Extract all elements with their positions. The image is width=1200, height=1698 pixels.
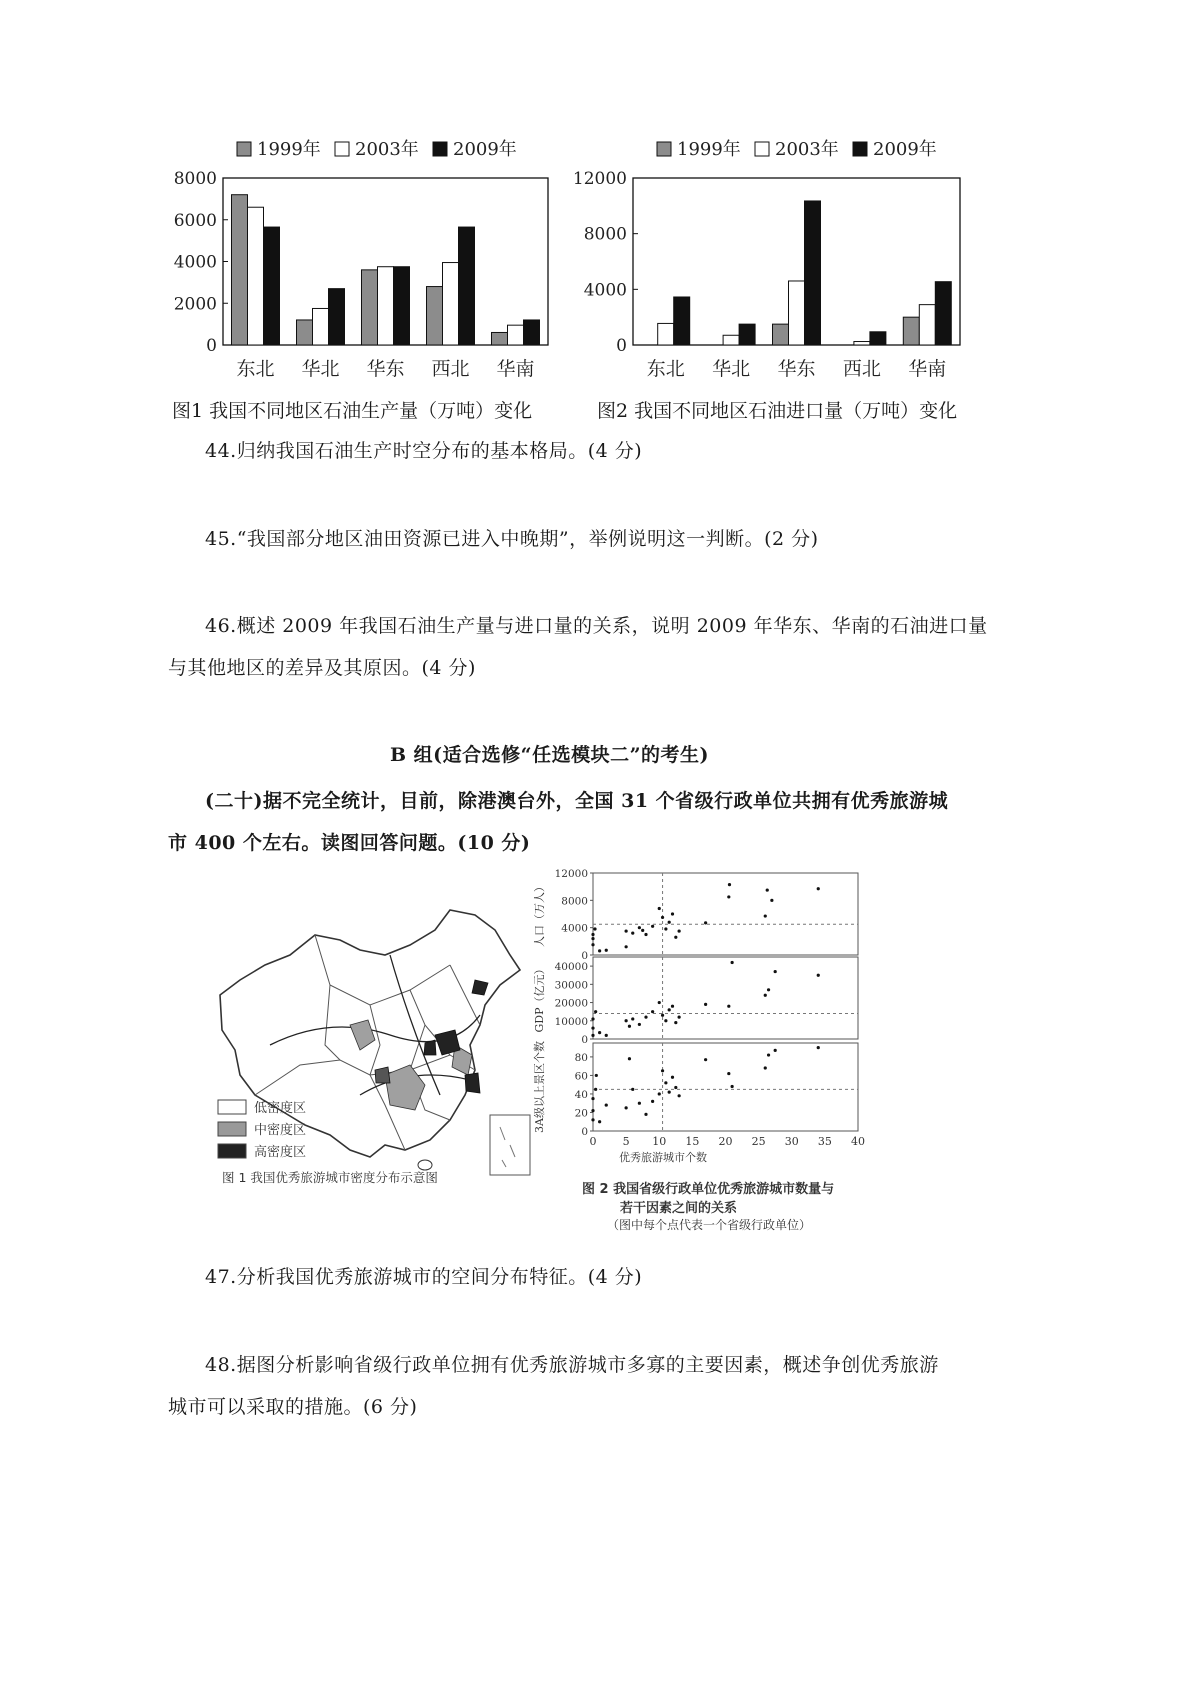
question-46-line-1: 46.概述 2009 年我国石油生产量与进口量的关系，说明 2009 年华东、华南的石油进口量 [205, 615, 988, 637]
scatter-point [764, 1066, 767, 1069]
scatter-point [591, 1034, 594, 1037]
scatter-point [817, 974, 820, 977]
scatter-point [598, 949, 601, 952]
bar-东北-2009年 [674, 297, 690, 345]
scatter-x-tick: 30 [784, 1135, 799, 1148]
scatter-point [668, 1090, 671, 1093]
legend-swatch-2 [853, 142, 867, 156]
scatter-point [641, 929, 644, 932]
bar-西北-2009年 [459, 227, 475, 345]
scatter-y-tick: 20000 [554, 997, 588, 1010]
scatter-y-tick: 10000 [554, 1015, 588, 1028]
scatter-point [591, 1097, 594, 1100]
scatter-point [625, 1106, 628, 1109]
bar-华南-1999年 [903, 317, 919, 345]
scatter-point [644, 933, 647, 936]
legend-label-2: 2009年 [453, 139, 517, 160]
scatter-point [593, 927, 596, 930]
scatter-point [764, 994, 767, 997]
question-20-line-2: 市 400 个左右。读图回答问题。(10 分) [168, 832, 531, 854]
scatter-point [625, 1019, 628, 1022]
scatter-x-tick: 10 [652, 1135, 667, 1148]
y-tick-label: 0 [616, 336, 627, 356]
scatter-point [658, 1092, 661, 1095]
scatter-point [674, 1086, 677, 1089]
scatter-point [668, 1008, 671, 1011]
legend-label-1: 2003年 [775, 139, 839, 160]
scatter-point [664, 1019, 667, 1022]
scatter-point [605, 949, 608, 952]
bar-华北-2003年 [723, 335, 739, 345]
y-tick-label: 2000 [173, 294, 217, 315]
legend-medium-density-swatch [218, 1122, 246, 1136]
scatter-y-tick: 4000 [561, 922, 588, 935]
scatter-point [591, 943, 594, 946]
scatter-point [731, 961, 734, 964]
scatter-point [591, 1118, 594, 1121]
question-48-line-1: 48.据图分析影响省级行政单位拥有优秀旅游城市多寡的主要因素，概述争创优秀旅游 [205, 1354, 939, 1376]
question-45: 45.“我国部分地区油田资源已进入中晚期”，举例说明这一判断。(2 分) [205, 528, 819, 550]
bar-西北-2009年 [870, 332, 886, 345]
scatter-point [644, 1113, 647, 1116]
scatter-panels-chart [525, 865, 885, 1180]
legend-low-density: 低密度区 [254, 1101, 307, 1116]
scatter-point [727, 895, 730, 898]
x-category-label: 华东 [777, 358, 816, 380]
scatter-y-tick: 40000 [554, 961, 588, 974]
y-tick-label: 8000 [173, 169, 217, 189]
legend-high-density-swatch [218, 1144, 246, 1158]
scatter-point [605, 1034, 608, 1037]
scatter-y-label: GDP（亿元） [533, 963, 546, 1033]
scatter-y-tick: 8000 [561, 895, 588, 908]
bar-华北-2009年 [329, 289, 345, 345]
bar-华东-2009年 [394, 267, 410, 345]
scatter-point [625, 929, 628, 932]
scatter-caption-line-1: 图 2 我国省级行政单位优秀旅游城市数量与 [582, 1182, 835, 1197]
section-b-title: B 组(适合选修“任选模块二”的考生) [390, 744, 710, 766]
scatter-panel-frame [593, 1043, 858, 1131]
legend-label-1: 2003年 [355, 139, 419, 160]
scatter-point [638, 1102, 641, 1105]
figure-2-bar-chart [570, 130, 990, 430]
scatter-point [661, 1014, 664, 1017]
scatter-point [658, 1001, 661, 1004]
bar-华南-2003年 [919, 305, 935, 345]
x-category-label: 华北 [301, 358, 340, 380]
figure-1-caption: 图1 我国不同地区石油生产量（万吨）变化 [172, 400, 533, 422]
scatter-point [727, 1072, 730, 1075]
y-tick-label: 8000 [583, 224, 627, 245]
scatter-point [767, 1053, 770, 1056]
legend-swatch-2 [433, 142, 447, 156]
y-tick-label: 0 [206, 336, 217, 356]
scatter-point [678, 1094, 681, 1097]
scatter-y-label: 3A级以上景区个数 [533, 1041, 546, 1133]
scatter-x-tick: 40 [851, 1135, 865, 1148]
scatter-point [664, 1081, 667, 1084]
scatter-point [671, 912, 674, 915]
legend-swatch-1 [335, 142, 349, 156]
scatter-point [594, 1010, 597, 1013]
bar-东北-1999年 [232, 195, 248, 345]
bar-东北-2003年 [248, 207, 264, 345]
y-tick-label: 12000 [572, 169, 627, 189]
scatter-point [731, 1085, 734, 1088]
scatter-x-tick: 0 [589, 1135, 597, 1148]
legend-swatch-0 [657, 142, 671, 156]
scatter-panel-frame [593, 957, 858, 1039]
legend-low-density-swatch [218, 1100, 246, 1114]
question-48-line-2: 城市可以采取的措施。(6 分) [168, 1396, 418, 1418]
scatter-point [661, 1069, 664, 1072]
scatter-point [598, 1120, 601, 1123]
china-tourism-city-density-map [210, 895, 540, 1195]
scatter-point [651, 1100, 654, 1103]
scatter-point [598, 1031, 601, 1034]
legend-swatch-1 [755, 142, 769, 156]
question-20-line-1: (二十)据不完全统计，目前，除港澳台外，全国 31 个省级行政单位共拥有优秀旅游城 [205, 790, 949, 812]
scatter-point [651, 925, 654, 928]
scatter-point [674, 936, 677, 939]
scatter-point [628, 1025, 631, 1028]
scatter-point [638, 1023, 641, 1026]
scatter-point [591, 1026, 594, 1029]
scatter-point [638, 926, 641, 929]
scatter-point [671, 1005, 674, 1008]
scatter-x-label: 优秀旅游城市个数 [619, 1151, 707, 1164]
scatter-point [727, 1005, 730, 1008]
legend-swatch-0 [237, 142, 251, 156]
x-category-label: 东北 [646, 358, 685, 380]
scatter-point [764, 914, 767, 917]
y-tick-label: 4000 [583, 280, 627, 301]
scatter-y-tick: 0 [581, 1034, 588, 1046]
scatter-point [631, 1017, 634, 1020]
scatter-x-tick: 20 [718, 1135, 733, 1148]
scatter-y-tick: 60 [574, 1070, 588, 1083]
scatter-point [661, 916, 664, 919]
bar-东北-2009年 [264, 227, 280, 345]
bar-华东-2009年 [805, 201, 821, 345]
x-category-label: 华南 [496, 358, 535, 380]
bar-华东-2003年 [378, 267, 394, 345]
scatter-point [728, 883, 731, 886]
scatter-point [594, 1088, 597, 1091]
question-47: 47.分析我国优秀旅游城市的空间分布特征。(4 分) [205, 1266, 643, 1288]
scatter-point [591, 933, 594, 936]
x-category-label: 华北 [712, 358, 751, 380]
bar-东北-2003年 [658, 323, 674, 345]
scatter-point [631, 932, 634, 935]
scatter-x-tick: 5 [622, 1135, 630, 1148]
y-tick-label: 4000 [173, 252, 217, 273]
scatter-point [766, 888, 769, 891]
scatter-y-tick: 80 [574, 1051, 588, 1064]
scatter-point [674, 1021, 677, 1024]
scatter-point [767, 988, 770, 991]
bar-华东-1999年 [773, 324, 789, 345]
x-category-label: 华南 [908, 358, 947, 380]
scatter-panel-frame [593, 873, 858, 955]
scatter-point [668, 921, 671, 924]
scatter-caption-line-2: 若干因素之间的关系 [620, 1201, 738, 1216]
scatter-point [704, 921, 707, 924]
y-tick-label: 6000 [173, 210, 217, 231]
scatter-point [664, 927, 667, 930]
bar-华东-1999年 [362, 270, 378, 345]
x-category-label: 华东 [366, 358, 405, 380]
scatter-point [770, 899, 773, 902]
legend-label-2: 2009年 [873, 139, 937, 160]
legend-label-0: 1999年 [257, 139, 321, 160]
scatter-x-tick: 25 [751, 1135, 766, 1148]
scatter-point [678, 929, 681, 932]
scatter-point [658, 907, 661, 910]
legend-high-density: 高密度区 [254, 1145, 307, 1160]
scatter-point [817, 887, 820, 890]
bar-华北-1999年 [297, 320, 313, 345]
bar-华南-1999年 [492, 332, 508, 345]
x-category-label: 东北 [236, 358, 275, 380]
scatter-point [651, 1010, 654, 1013]
scatter-point [704, 1058, 707, 1061]
scatter-y-label: 人口（万人） [533, 881, 546, 947]
scatter-point [591, 1017, 594, 1020]
scatter-caption-line-3: （图中每个点代表一个省级行政单位） [607, 1218, 812, 1232]
figure-1-bar-chart [170, 130, 590, 430]
scatter-point [631, 1088, 634, 1091]
scatter-point [817, 1046, 820, 1049]
scatter-y-tick: 30000 [554, 979, 588, 992]
scatter-point [678, 1016, 681, 1019]
scatter-point [774, 1049, 777, 1052]
scatter-point [595, 1074, 598, 1077]
bar-华南-2003年 [508, 325, 524, 345]
scatter-point [628, 1057, 631, 1060]
scatter-point [774, 970, 777, 973]
x-category-label: 西北 [431, 358, 470, 380]
scatter-point [625, 945, 628, 948]
bar-西北-2003年 [854, 342, 870, 345]
bar-西北-2003年 [443, 263, 459, 345]
scatter-y-tick: 40 [574, 1088, 588, 1101]
scatter-point [591, 1109, 594, 1112]
scatter-y-tick: 20 [574, 1107, 588, 1120]
scatter-y-tick: 12000 [554, 868, 588, 880]
scatter-x-tick: 35 [817, 1135, 832, 1148]
scatter-y-tick: 0 [581, 950, 588, 962]
bar-华北-2003年 [313, 308, 329, 345]
question-44: 44.归纳我国石油生产时空分布的基本格局。(4 分) [205, 440, 643, 462]
scatter-point [671, 1076, 674, 1079]
scatter-y-tick: 0 [581, 1126, 588, 1138]
scatter-point [704, 1003, 707, 1006]
scatter-point [591, 937, 594, 940]
bar-华东-2003年 [789, 281, 805, 345]
legend-label-0: 1999年 [677, 139, 741, 160]
map-caption: 图 1 我国优秀旅游城市密度分布示意图 [222, 1170, 438, 1185]
bar-华北-2009年 [739, 324, 755, 345]
scatter-point [644, 1016, 647, 1019]
question-46-line-2: 与其他地区的差异及其原因。(4 分) [168, 657, 476, 679]
figure-2-caption: 图2 我国不同地区石油进口量（万吨）变化 [597, 400, 958, 422]
bar-西北-1999年 [427, 287, 443, 345]
scatter-point [605, 1103, 608, 1106]
bar-华南-2009年 [524, 320, 540, 345]
bar-华南-2009年 [935, 282, 951, 345]
scatter-x-tick: 15 [685, 1135, 700, 1148]
x-category-label: 西北 [842, 358, 881, 380]
legend-medium-density: 中密度区 [254, 1123, 307, 1138]
